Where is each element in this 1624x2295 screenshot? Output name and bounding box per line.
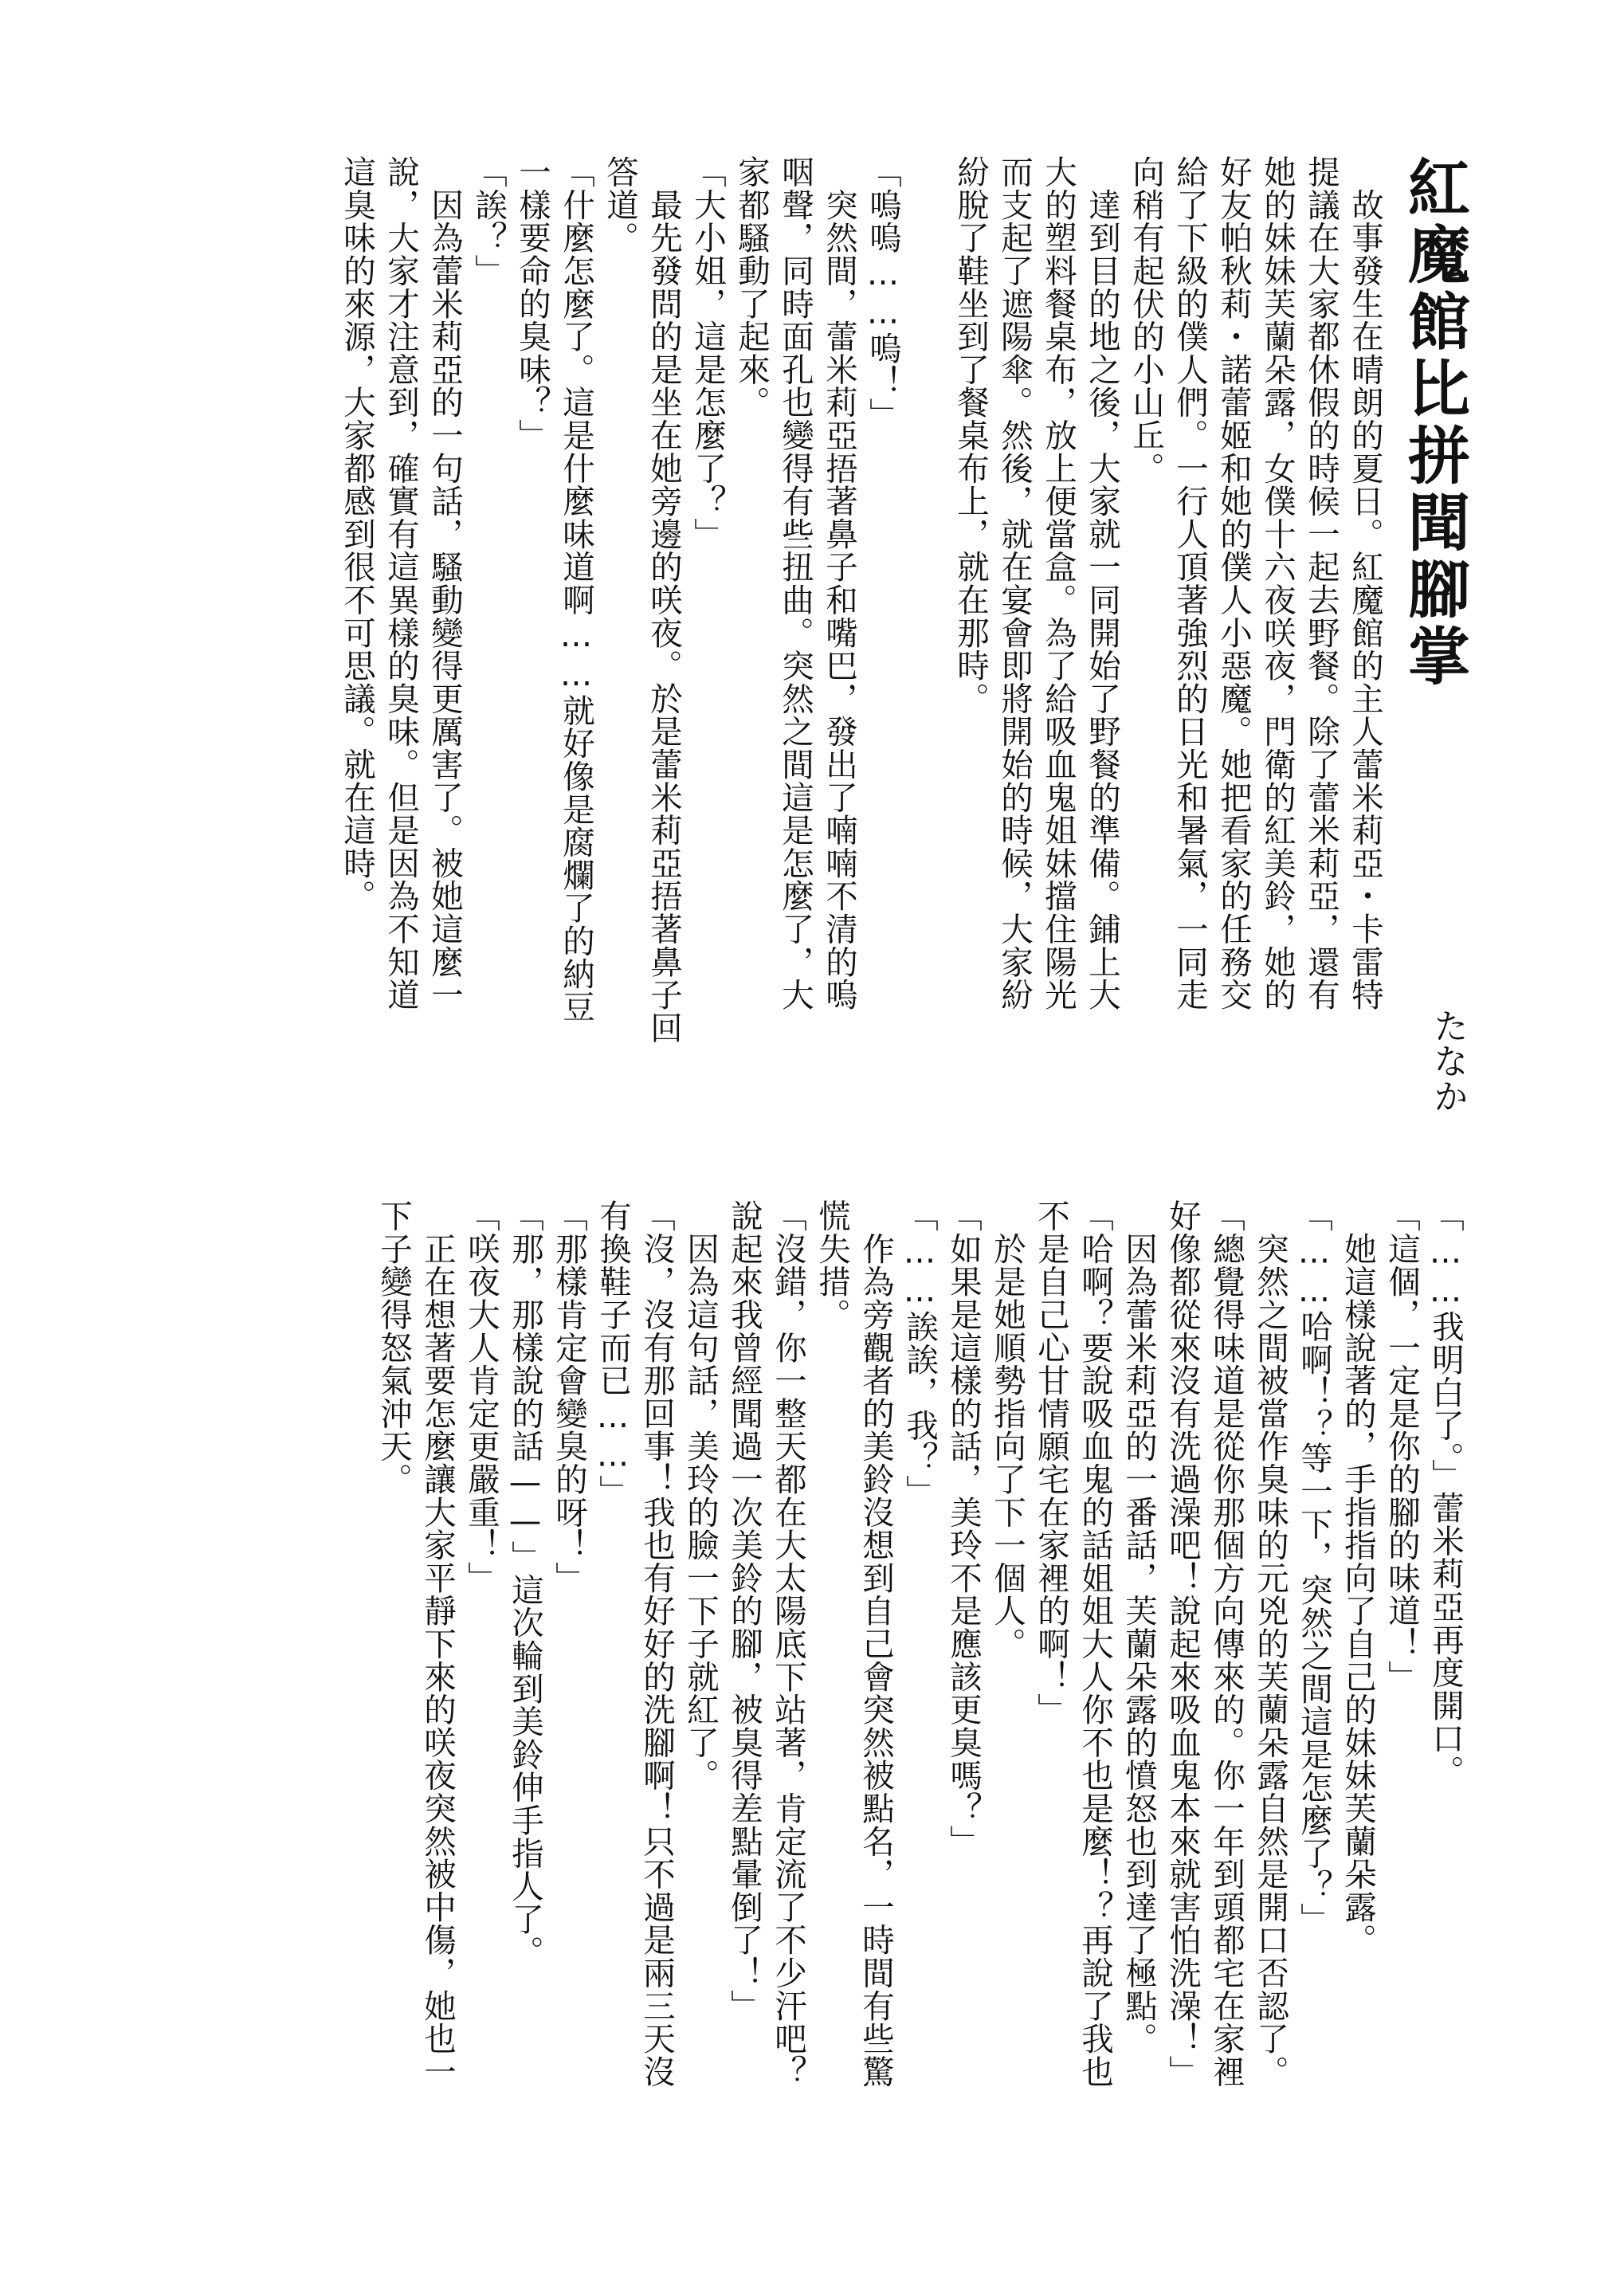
story-text-lower: 「……我明白了。」蕾米莉亞再度開口。 「這個，一定是你的腳的味道！」 她這樣說著的，手指指向了自己的妹妹芙蘭朵露。 「……哈啊！？等一下，突然之間這是怎麼了？」 突然之間被當作臭味的元兇的芙蘭朵露自然是開口否認了。 「總覺得味道是從你那個方向傳來的。你一年到頭都宅在家裡 好像都從來沒有洗過澡吧！說起來吸血鬼本來就害怕洗澡！」 因為蕾米莉亞的一番話，芙蘭朵露的憤怒也到達了極點。 「哈啊？要說吸血鬼的話姐姐大人你不也是麼！？再說了我也 不是自己心甘情願宅在家裡的啊！」 於是她順勢指向了下一個人。 「如果是這樣的話，美玲不是應該更臭嗎？」 「……誒誒，我？」 作為旁觀者的美鈴沒想到自己會突然被點名，一時間有些驚 慌失措。 「沒錯，你一整天都在大太陽底下站著，肯定流了不少汗吧？ 說起來我曾經聞過一次美鈴的腳，被臭得差點暈倒了！」 因為這句話，美玲的臉一下子就紅了。 「沒，沒有那回事！我也有好好的洗腳啊！只不過是兩三天沒 有換鞋子而已……」 「那樣肯定會變臭的呀！」 「那，那樣說的話——」這次輪到美鈴伸手指人了。 「咲夜大人肯定更嚴重！」 正在想著要怎麼讓大家平靜下來的咲夜突然被中傷，她也一 下子變得怒氣沖天。 [375, 1199, 1465, 2089]
author-name: たなか [1427, 1008, 1468, 1113]
story-text-upper: 故事發生在晴朗的夏日。紅魔館的主人蕾米莉亞・卡雷特 提議在大家都休假的時候一起去野餐。除了蕾米莉亞，還有 她的妹妹芙蘭朵露，女僕十六夜咲夜，門衛的紅美鈴，她的 好友帕秋莉・諾蕾姬和她的僕人小惡魔。她把看家的任務交 給了下級的僕人們。一行人頂著強烈的日光和暑氣，一同走 向稍有起伏的小山丘。 達到目的地之後，大家就一同開始了野餐的準備。鋪上大 大的塑料餐桌布，放上便當盒。為了給吸血鬼姐妹擋住陽光 而支起了遮陽傘。然後，就在宴會即將開始的時候，大家紛 紛脫了鞋坐到了餐桌布上，就在那時。 「嗚嗚……嗚！」 突然間，蕾米莉亞捂著鼻子和嘴巴，發出了喃喃不清的嗚 咽聲，同時面孔也變得有些扭曲。突然之間這是怎麼了，大 家都騷動了起來。 「大小姐，這是怎麼了？」 最先發問的是坐在她旁邊的咲夜。於是蕾米莉亞捂著鼻子回 答道。 「什麼怎麼了。這是什麼味道啊……就好像是腐爛了的納豆 一樣要命的臭味？」 「誒？」 因為蕾米莉亞的一句話，騷動變得更厲害了。被她這麼一 說，大家才注意到，確實有這異樣的臭味。但是因為不知道 這臭味的來源，大家都感到很不可思議。就在這時。 [338, 155, 1384, 1045]
story-title: 紅魔館比拼聞腳掌 [1398, 155, 1469, 691]
